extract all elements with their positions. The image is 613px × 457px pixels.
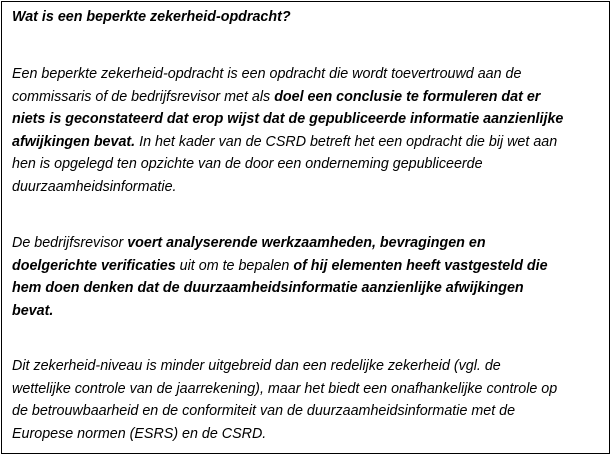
text-line: [12, 108, 602, 131]
text-segment: Europese normen (ESRS) en de CSRD.: [12, 425, 267, 442]
text-segment: de betrouwbaarheid en de conformiteit van de duurzaamheidsinformatie met de: [12, 403, 516, 419]
text-line: [12, 355, 602, 378]
paragraph-definition: [12, 63, 602, 198]
text-segment: Dit zekerheid-niveau is minder uitgebreid dan een redelijke zekerheid (vgl. de: [12, 358, 501, 374]
text-line: [12, 255, 602, 278]
text-line: [12, 176, 602, 199]
text-segment: commissaris of de bedrijfsrevisor met als: [12, 88, 275, 105]
emphasis-text: of hij elementen heeft vastgesteld die: [293, 257, 548, 274]
emphasis-text: afwijkingen bevat.: [12, 133, 136, 150]
text-segment: Een beperkte zekerheid-opdracht is een opdracht die wordt toevertrouwd aan de: [12, 66, 522, 82]
emphasis-text: bevat.: [12, 302, 54, 319]
text-line: [12, 400, 602, 423]
text-segment: hen is opgelegd ten opzichte van de door een onderneming gepubliceerde: [12, 156, 483, 172]
paragraph-procedures: [12, 232, 602, 322]
text-line: [12, 423, 602, 446]
text-segment: wettelijke controle van de jaarrekening), maar het biedt een onafhankelijke controle op: [12, 380, 558, 397]
paragraph-assurance-level: [12, 355, 602, 445]
emphasis-text: hem doen denken dat de duurzaamheidsinformatie aanzienlijke afwijkingen: [12, 280, 524, 296]
emphasis-text: doel een conclusie te formuleren dat er: [274, 88, 541, 105]
text-segment: De bedrijfsrevisor: [12, 235, 128, 251]
text-segment: uit om te bepalen: [175, 257, 294, 274]
text-box: [1, 1, 610, 454]
text-line: [12, 86, 602, 109]
emphasis-text: doelgerichte verificaties: [12, 257, 176, 274]
emphasis-text: niets is geconstateerd dat erop wijst dat de gepubliceerde informatie aanzienlijke: [12, 111, 564, 127]
text-line: [12, 153, 602, 176]
text-segment: duurzaamheidsinformatie.: [12, 178, 177, 195]
text-line: [12, 63, 602, 86]
text-line: [12, 131, 602, 154]
text-line: [12, 300, 602, 323]
text-line: [12, 277, 602, 300]
page-title: Wat is een beperkte zekerheid-opdracht?: [12, 9, 291, 25]
text-line: [12, 378, 602, 401]
emphasis-text: voert analyserende werkzaamheden, bevragingen en: [127, 235, 486, 251]
text-line: [12, 232, 602, 255]
text-segment: In het kader van de CSRD betreft het een opdracht die bij wet aan: [135, 133, 558, 150]
